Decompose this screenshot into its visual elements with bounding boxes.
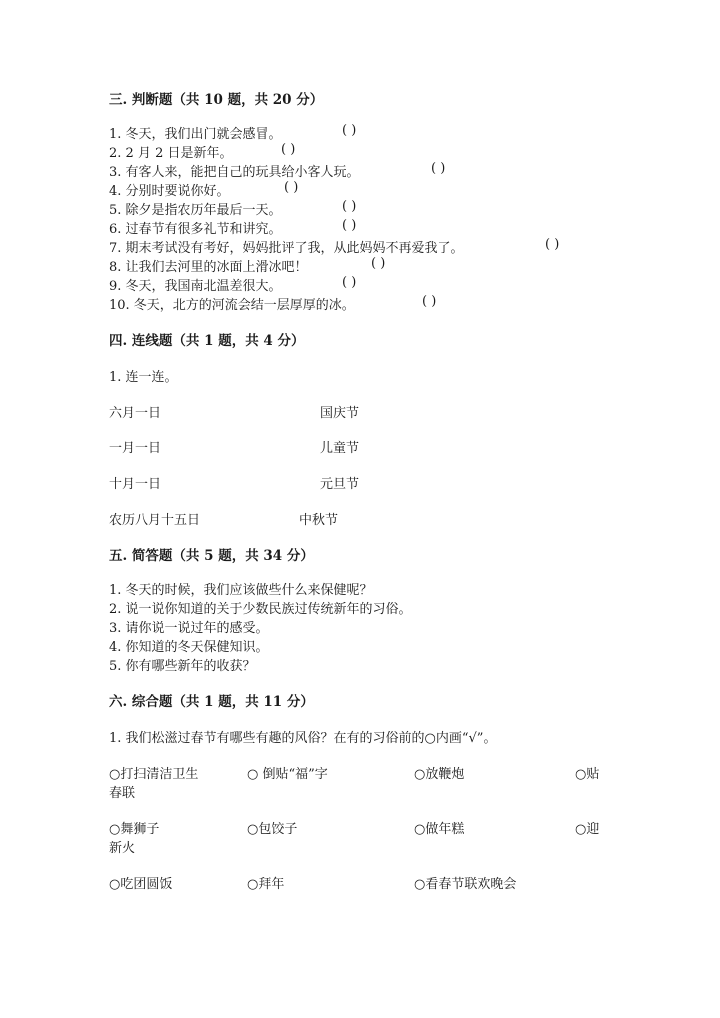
custom-option[interactable]: ○看春节联欢晚会	[414, 877, 517, 892]
custom-option[interactable]: ○贴	[575, 767, 600, 782]
judge-answer-blank[interactable]: ( )	[342, 275, 357, 290]
match-question: 1. 连一连。	[109, 370, 178, 385]
short-question: 4. 你知道的冬天保健知识。	[109, 640, 269, 655]
judge-item: 9. 冬天，我国南北温差很大。	[109, 279, 282, 294]
judge-answer-blank[interactable]: ( )	[422, 294, 437, 309]
custom-option[interactable]: ○放鞭炮	[414, 767, 465, 782]
custom-option-wrap: 新火	[109, 841, 136, 856]
match-left-item[interactable]: 农历八月十五日	[109, 513, 201, 528]
judge-item: 10. 冬天，北方的河流会结一层厚厚的冰。	[109, 298, 355, 313]
custom-option[interactable]: ○做年糕	[414, 822, 465, 837]
judge-item: 1. 冬天，我们出门就会感冒。	[109, 127, 282, 142]
short-question: 1. 冬天的时候，我们应该做些什么来保健呢？	[109, 583, 373, 598]
custom-option[interactable]: ○打扫清洁卫生	[109, 767, 199, 782]
judge-item: 7. 期末考试没有考好，妈妈批评了我，从此妈妈不再爱我了。	[109, 241, 464, 256]
short-question: 2. 说一说你知道的关于少数民族过传统新年的习俗。	[109, 602, 412, 617]
short-question: 3. 请你说一说过年的感受。	[109, 621, 269, 636]
match-left-item[interactable]: 十月一日	[109, 477, 162, 492]
match-right-item[interactable]: 儿童节	[320, 441, 360, 456]
custom-option[interactable]: ○迎	[575, 822, 600, 837]
custom-option[interactable]: ○ 倒贴“福”字	[247, 767, 328, 782]
section-title-match: 四. 连线题（共 1 题，共 4 分）	[109, 333, 305, 349]
short-question: 5. 你有哪些新年的收获？	[109, 659, 256, 674]
custom-option[interactable]: ○吃团圆饭	[109, 877, 173, 892]
judge-answer-blank[interactable]: ( )	[342, 123, 357, 138]
section-title-short: 五. 简答题（共 5 题，共 34 分）	[109, 548, 314, 564]
judge-answer-blank[interactable]: ( )	[281, 142, 296, 157]
match-left-item[interactable]: 六月一日	[109, 406, 162, 421]
judge-item: 6. 过春节有很多礼节和讲究。	[109, 222, 282, 237]
match-left-item[interactable]: 一月一日	[109, 441, 162, 456]
custom-option-wrap: 春联	[109, 786, 136, 801]
judge-answer-blank[interactable]: ( )	[545, 237, 560, 252]
judge-answer-blank[interactable]: ( )	[342, 199, 357, 214]
custom-option[interactable]: ○包饺子	[247, 822, 298, 837]
match-right-item[interactable]: 中秋节	[299, 513, 339, 528]
section-title-judge: 三. 判断题（共 10 题，共 20 分）	[109, 92, 324, 108]
custom-option[interactable]: ○拜年	[247, 877, 285, 892]
judge-item: 8. 让我们去河里的冰面上滑冰吧！	[109, 260, 308, 275]
judge-item: 5. 除夕是指农历年最后一天。	[109, 203, 282, 218]
judge-answer-blank[interactable]: ( )	[431, 161, 446, 176]
judge-answer-blank[interactable]: ( )	[371, 256, 386, 271]
custom-option[interactable]: ○舞狮子	[109, 822, 160, 837]
judge-item: 4. 分别时要说你好。	[109, 184, 230, 199]
match-right-item[interactable]: 元旦节	[320, 477, 360, 492]
judge-answer-blank[interactable]: ( )	[284, 180, 299, 195]
judge-item: 3. 有客人来，能把自己的玩具给小客人玩。	[109, 165, 360, 180]
comp-question: 1. 我们松滋过春节有哪些有趣的风俗？在有的习俗前的○内画“√”。	[109, 731, 497, 746]
judge-answer-blank[interactable]: ( )	[342, 218, 357, 233]
section-title-comp: 六. 综合题（共 1 题，共 11 分）	[109, 694, 314, 710]
match-right-item[interactable]: 国庆节	[320, 406, 360, 421]
judge-item: 2. 2 月 2 日是新年。	[109, 146, 233, 161]
